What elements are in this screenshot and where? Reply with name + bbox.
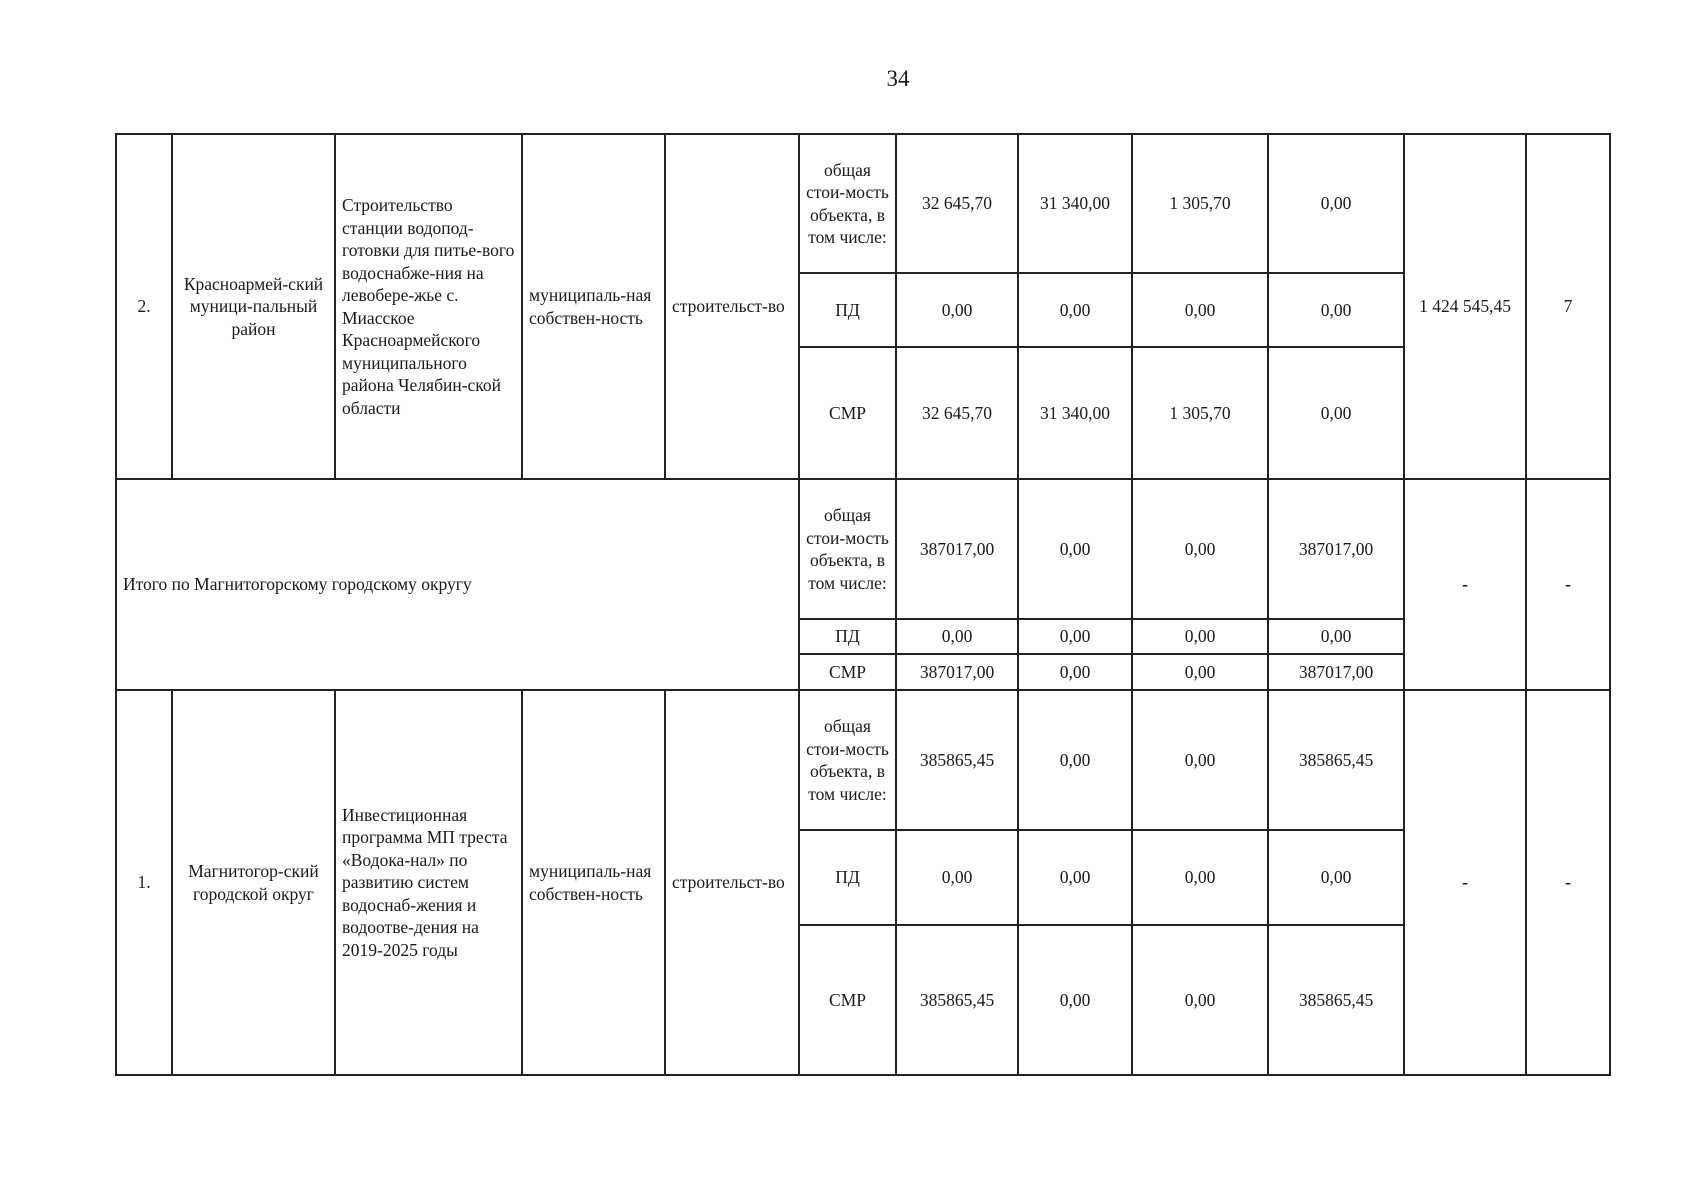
cost-federal: 0,00 bbox=[1018, 619, 1132, 654]
cost-federal: 0,00 bbox=[1018, 479, 1132, 619]
cost-kind: ПД bbox=[799, 273, 896, 347]
table-row bbox=[116, 134, 1610, 273]
cost-other: 0,00 bbox=[1268, 347, 1404, 479]
capacity-value: - bbox=[1404, 690, 1526, 1075]
cost-other: 387017,00 bbox=[1268, 654, 1404, 690]
cost-kind: СМР bbox=[799, 654, 896, 690]
cost-total: 0,00 bbox=[896, 619, 1018, 654]
cost-total: 0,00 bbox=[896, 273, 1018, 347]
ownership-form: муниципаль-ная собствен-ность bbox=[522, 134, 665, 479]
cost-kind: СМР bbox=[799, 925, 896, 1075]
term-value: - bbox=[1526, 690, 1610, 1075]
cost-regional: 0,00 bbox=[1132, 830, 1268, 925]
cost-federal: 31 340,00 bbox=[1018, 134, 1132, 273]
cost-other: 385865,45 bbox=[1268, 690, 1404, 830]
cost-regional: 1 305,70 bbox=[1132, 347, 1268, 479]
cost-regional: 0,00 bbox=[1132, 273, 1268, 347]
cost-other: 387017,00 bbox=[1268, 479, 1404, 619]
investment-table bbox=[115, 133, 1611, 1076]
row-index: 2. bbox=[116, 134, 172, 479]
work-type: строительст-во bbox=[665, 690, 799, 1075]
cost-kind: СМР bbox=[799, 347, 896, 479]
page-number: 34 bbox=[886, 66, 910, 91]
cost-federal: 0,00 bbox=[1018, 273, 1132, 347]
cost-federal: 0,00 bbox=[1018, 830, 1132, 925]
cost-other: 0,00 bbox=[1268, 830, 1404, 925]
municipality-name: Магнитогор-ский городской округ bbox=[172, 690, 335, 1075]
capacity-value: - bbox=[1404, 479, 1526, 690]
object-name: Строительство станции водопод-готовки для питье-вого водоснабже-ния на левобере-жье с. Миасское Красноармейского муниципального района Челябин-ской области bbox=[335, 134, 522, 479]
cost-total: 32 645,70 bbox=[896, 347, 1018, 479]
table-row bbox=[116, 690, 1610, 830]
municipality-name: Красноармей-ский муници-пальный район bbox=[172, 134, 335, 479]
cost-regional: 0,00 bbox=[1132, 690, 1268, 830]
cost-total: 385865,45 bbox=[896, 690, 1018, 830]
cost-kind: общая стои-мость объекта, в том числе: bbox=[799, 479, 896, 619]
cost-regional: 1 305,70 bbox=[1132, 134, 1268, 273]
cost-total: 387017,00 bbox=[896, 479, 1018, 619]
row-index: 1. bbox=[116, 690, 172, 1075]
cost-total: 387017,00 bbox=[896, 654, 1018, 690]
total-label: Итого по Магнитогорскому городскому округу bbox=[116, 479, 799, 690]
term-value: 7 bbox=[1526, 134, 1610, 479]
cost-regional: 0,00 bbox=[1132, 654, 1268, 690]
cost-kind: ПД bbox=[799, 619, 896, 654]
cost-other: 385865,45 bbox=[1268, 925, 1404, 1075]
cost-federal: 0,00 bbox=[1018, 690, 1132, 830]
cost-total: 0,00 bbox=[896, 830, 1018, 925]
cost-federal: 0,00 bbox=[1018, 925, 1132, 1075]
cost-other: 0,00 bbox=[1268, 134, 1404, 273]
cost-federal: 31 340,00 bbox=[1018, 347, 1132, 479]
term-value: - bbox=[1526, 479, 1610, 690]
work-type: строительст-во bbox=[665, 134, 799, 479]
table-row bbox=[116, 479, 1610, 619]
cost-total: 385865,45 bbox=[896, 925, 1018, 1075]
cost-regional: 0,00 bbox=[1132, 619, 1268, 654]
cost-regional: 0,00 bbox=[1132, 925, 1268, 1075]
cost-kind: общая стои-мость объекта, в том числе: bbox=[799, 134, 896, 273]
cost-federal: 0,00 bbox=[1018, 654, 1132, 690]
cost-total: 32 645,70 bbox=[896, 134, 1018, 273]
object-name: Инвестиционная программа МП треста «Водока-нал» по развитию систем водоснаб-жения и водоотве-дения на 2019-2025 годы bbox=[335, 690, 522, 1075]
ownership-form: муниципаль-ная собствен-ность bbox=[522, 690, 665, 1075]
cost-regional: 0,00 bbox=[1132, 479, 1268, 619]
cost-kind: общая стои-мость объекта, в том числе: bbox=[799, 690, 896, 830]
cost-kind: ПД bbox=[799, 830, 896, 925]
capacity-value: 1 424 545,45 bbox=[1404, 134, 1526, 479]
cost-other: 0,00 bbox=[1268, 619, 1404, 654]
cost-other: 0,00 bbox=[1268, 273, 1404, 347]
